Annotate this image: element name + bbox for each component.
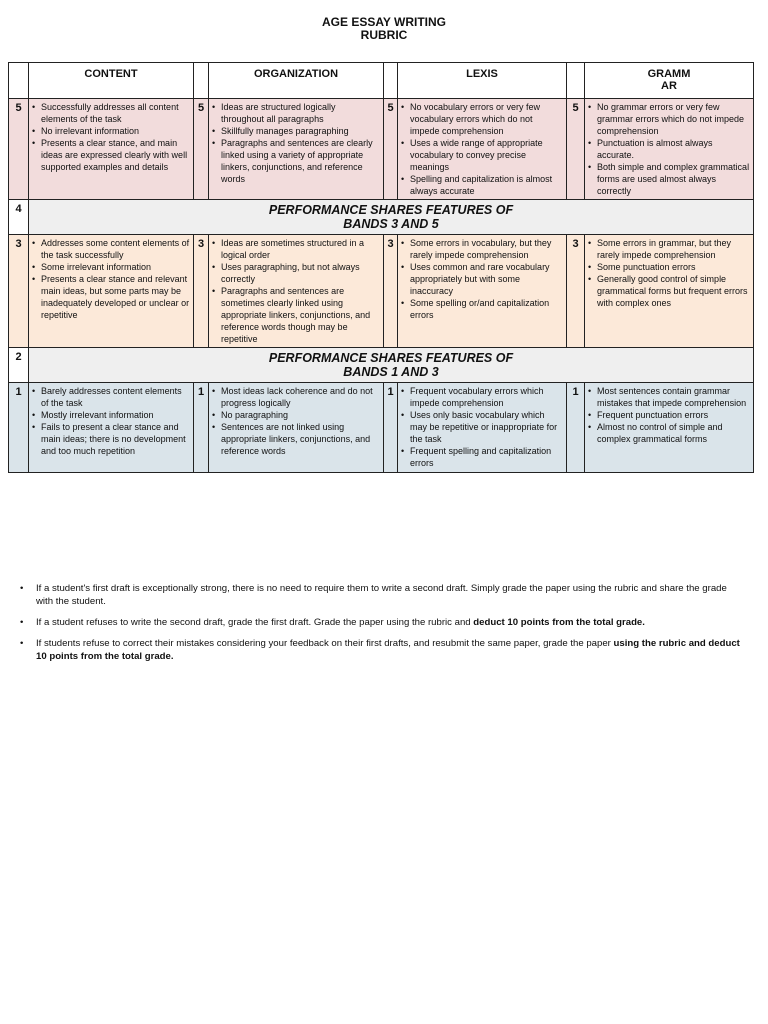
rubric-table <box>8 62 754 473</box>
band-1-lexis <box>398 383 567 473</box>
band-2-row <box>9 348 754 383</box>
band-5-lexis <box>398 99 567 200</box>
criterion-item: • Almost no control of simple and complex grammatical forms <box>597 421 750 445</box>
band-3-row <box>9 235 754 348</box>
header-lexis: LEXIS <box>398 63 567 99</box>
band-score: 5 <box>194 99 209 200</box>
band-score: 1 <box>9 383 29 473</box>
criterion-item: • Most ideas lack coherence and do not progress logically <box>221 385 380 409</box>
criterion-item: • Ideas are structured logically throughout all paragraphs <box>221 101 380 125</box>
band-score: 1 <box>567 383 585 473</box>
criterion-item: • Both simple and complex grammatical forms are used almost always correctly <box>597 161 750 197</box>
band-5-row <box>9 99 754 200</box>
criterion-item: • Generally good control of simple grammatical forms but frequent errors with complex ones <box>597 273 750 309</box>
criterion-item: • Mostly irrelevant information <box>41 409 190 421</box>
criterion-item: • No irrelevant information <box>41 125 190 137</box>
criterion-item: • Spelling and capitalization is almost always accurate <box>410 173 563 197</box>
band-score: 3 <box>384 235 398 348</box>
title-line-2: RUBRIC <box>360 28 408 42</box>
criterion-item: • No vocabulary errors or very few vocabulary errors which do not impede comprehension <box>410 101 563 137</box>
criterion-item: • Some errors in grammar, but they rarely impede comprehension <box>597 237 750 261</box>
criterion-item: • Presents a clear stance, and main ideas are expressed clearly with well supported examples and details <box>41 137 190 173</box>
band-score: 5 <box>9 99 29 200</box>
band-score: 5 <box>567 99 585 200</box>
criterion-item: • Some irrelevant information <box>41 261 190 273</box>
band-5-organization <box>209 99 384 200</box>
band-score: 4 <box>9 200 29 235</box>
criterion-item: • Punctuation is almost always accurate. <box>597 137 750 161</box>
note-item: • If a student's first draft is exceptionally strong, there is no need to require them to write a second draft. Simply grade the paper using the rubric and share the grade with the student. <box>20 582 745 608</box>
criterion-item: • Fails to present a clear stance and main ideas; there is no development and too much repetition <box>41 421 190 457</box>
criterion-item: • Paragraphs and sentences are clearly linked using a variety of appropriate linkers, conjunctions, and reference words <box>221 137 380 185</box>
band-score: 1 <box>194 383 209 473</box>
header-content: CONTENT <box>29 63 194 99</box>
criterion-item: • Skillfully manages paragraphing <box>221 125 380 137</box>
note-item: • If students refuse to correct their mistakes considering your feedback on their first drafts, and resubmit the same paper, grade the paper using the rubric and deduct 10 points from the total grade. <box>20 637 745 663</box>
band-5-content <box>29 99 194 200</box>
band-1-organization <box>209 383 384 473</box>
band-score: 5 <box>384 99 398 200</box>
band-score: 1 <box>384 383 398 473</box>
band-5-grammar <box>585 99 754 200</box>
criterion-item: • No grammar errors or very few grammar errors which do not impede comprehension <box>597 101 750 137</box>
criterion-item: • Frequent spelling and capitalization errors <box>410 445 563 469</box>
criterion-item: • Some errors in vocabulary, but they rarely impede comprehension <box>410 237 563 261</box>
criterion-item: • Some punctuation errors <box>597 261 750 273</box>
criterion-item: • Presents a clear stance and relevant main ideas, but some parts may be inadequately developed or unclear or repetitive <box>41 273 190 321</box>
band-4-description: PERFORMANCE SHARES FEATURES OF BANDS 3 AND 5 <box>29 200 754 235</box>
criterion-item: • Uses paragraphing, but not always correctly <box>221 261 380 285</box>
band-score: 3 <box>194 235 209 348</box>
band-4-row <box>9 200 754 235</box>
criterion-item: • Successfully addresses all content elements of the task <box>41 101 190 125</box>
band-1-grammar <box>585 383 754 473</box>
band-3-lexis <box>398 235 567 348</box>
criterion-item: • No paragraphing <box>221 409 380 421</box>
criterion-item: • Most sentences contain grammar mistakes that impede comprehension <box>597 385 750 409</box>
note-item: • If a student refuses to write the second draft, grade the first draft. Grade the paper using the rubric and deduct 10 points from the total grade. <box>20 616 745 629</box>
band-score: 3 <box>9 235 29 348</box>
criterion-item: • Sentences are not linked using appropriate linkers, conjunctions, and reference words <box>221 421 380 457</box>
title-line-1: AGE ESSAY WRITING <box>321 15 447 29</box>
criterion-item: • Addresses some content elements of the task successfully <box>41 237 190 261</box>
criterion-item: • Barely addresses content elements of the task <box>41 385 190 409</box>
band-3-grammar <box>585 235 754 348</box>
header-row <box>9 63 754 99</box>
criterion-item: • Frequent punctuation errors <box>597 409 750 421</box>
criterion-item: • Paragraphs and sentences are sometimes clearly linked using appropriate linkers, conjunctions, and reference words though may be repetitive <box>221 285 380 345</box>
header-organization: ORGANIZATION <box>209 63 384 99</box>
band-3-content <box>29 235 194 348</box>
band-score: 2 <box>9 348 29 383</box>
header-grammar: GRAMM AR <box>585 63 754 99</box>
criterion-item: • Some spelling or/and capitalization errors <box>410 297 563 321</box>
criterion-item: • Frequent vocabulary errors which impede comprehension <box>410 385 563 409</box>
criterion-item: • Ideas are sometimes structured in a logical order <box>221 237 380 261</box>
grading-notes <box>20 582 745 671</box>
band-1-content <box>29 383 194 473</box>
band-1-row <box>9 383 754 473</box>
criterion-item: • Uses only basic vocabulary which may be repetitive or inappropriate for the task <box>410 409 563 445</box>
band-3-organization <box>209 235 384 348</box>
document-title <box>0 16 768 42</box>
band-2-description: PERFORMANCE SHARES FEATURES OF BANDS 1 AND 3 <box>29 348 754 383</box>
band-score: 3 <box>567 235 585 348</box>
criterion-item: • Uses common and rare vocabulary appropriately but with some inaccuracy <box>410 261 563 297</box>
criterion-item: • Uses a wide range of appropriate vocabulary to convey precise meanings <box>410 137 563 173</box>
